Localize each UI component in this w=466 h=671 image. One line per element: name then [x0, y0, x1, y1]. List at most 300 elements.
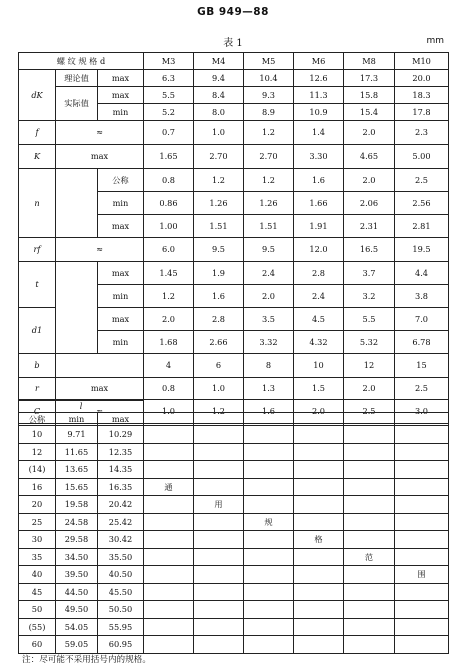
length-value: 60.95	[98, 636, 144, 654]
value-cell: 3.5	[244, 308, 294, 331]
spec-row	[19, 331, 449, 354]
cond-cell: ≈	[56, 238, 144, 262]
length-value: 10.29	[98, 426, 144, 444]
range-cell	[144, 583, 194, 601]
length-row	[19, 583, 449, 601]
range-cell	[144, 566, 194, 584]
range-cell	[395, 531, 449, 549]
range-cell	[294, 443, 344, 461]
value-cell: 6.0	[144, 238, 194, 262]
value-cell: 9.5	[244, 238, 294, 262]
value-cell: 7.0	[395, 308, 449, 331]
range-cell	[194, 426, 244, 444]
range-word: 用	[194, 496, 244, 514]
value-cell: 4	[144, 354, 194, 378]
size-header: M3	[144, 53, 194, 70]
footnote: 注：尽可能不采用括号内的规格。	[22, 655, 151, 665]
range-cell	[294, 513, 344, 531]
value-cell: 1.3	[244, 378, 294, 400]
size-header: M10	[395, 53, 449, 70]
range-cell	[144, 531, 194, 549]
value-cell: 20.0	[395, 70, 449, 87]
range-cell	[144, 426, 194, 444]
value-cell: 5.32	[344, 331, 395, 354]
value-cell: 1.9	[194, 262, 244, 285]
length-col-label: min	[56, 413, 98, 426]
length-value: 29.58	[56, 531, 98, 549]
length-label-row	[19, 413, 449, 426]
spacer-cell	[56, 262, 98, 285]
range-cell	[395, 426, 449, 444]
range-cell	[194, 531, 244, 549]
symbol-cell: rf	[19, 238, 56, 262]
range-cell	[244, 601, 294, 619]
value-cell: 0.7	[144, 121, 194, 145]
value-cell: 4.32	[294, 331, 344, 354]
range-cell	[244, 413, 294, 426]
value-cell: 2.8	[194, 308, 244, 331]
length-value: 35.50	[98, 548, 144, 566]
value-cell: 0.86	[144, 192, 194, 215]
dimension-table	[18, 52, 449, 424]
cond-cell: min	[98, 331, 144, 354]
range-cell	[194, 636, 244, 654]
range-cell	[294, 636, 344, 654]
length-value: 35	[19, 548, 56, 566]
range-cell	[344, 513, 395, 531]
length-value: 16	[19, 478, 56, 496]
value-cell: 19.5	[395, 238, 449, 262]
value-cell: 1.0	[144, 400, 194, 424]
range-cell	[244, 636, 294, 654]
value-cell: 1.68	[144, 331, 194, 354]
length-value: 15.65	[56, 478, 98, 496]
range-cell	[294, 548, 344, 566]
length-value: 49.50	[56, 601, 98, 619]
blank-cell	[294, 401, 344, 413]
thread-size-label: 螺 纹 规 格 d	[19, 53, 144, 70]
value-cell: 3.30	[294, 145, 344, 169]
length-value: 24.58	[56, 513, 98, 531]
value-cell: 2.0	[294, 400, 344, 424]
blank-cell	[244, 401, 294, 413]
value-cell: 12.0	[294, 238, 344, 262]
value-cell: 1.6	[194, 285, 244, 308]
range-cell	[294, 618, 344, 636]
standard-number: GB 949—88	[197, 6, 269, 18]
value-cell: 1.2	[144, 285, 194, 308]
size-header: M4	[194, 53, 244, 70]
value-cell: 4.65	[344, 145, 395, 169]
length-value: 45.50	[98, 583, 144, 601]
range-cell	[344, 566, 395, 584]
range-cell	[144, 443, 194, 461]
value-cell: 2.5	[344, 400, 395, 424]
length-symbol: l	[19, 401, 144, 413]
range-cell	[294, 583, 344, 601]
value-cell: 10.9	[294, 104, 344, 121]
value-cell: 15	[395, 354, 449, 378]
length-value: 30.42	[98, 531, 144, 549]
spec-row	[19, 354, 449, 378]
length-value: 11.65	[56, 443, 98, 461]
sub-label: 实际值	[56, 87, 98, 121]
range-cell	[294, 478, 344, 496]
value-cell: 1.91	[294, 215, 344, 238]
value-cell: 17.3	[344, 70, 395, 87]
cond-cell: min	[98, 285, 144, 308]
range-cell	[144, 496, 194, 514]
value-cell: 6.3	[144, 70, 194, 87]
cond-cell: max	[98, 70, 144, 87]
sub-label: 理论值	[56, 70, 98, 87]
value-cell: 8.9	[244, 104, 294, 121]
range-cell	[144, 548, 194, 566]
range-cell	[144, 601, 194, 619]
value-cell: 11.3	[294, 87, 344, 104]
blank-cell	[144, 401, 194, 413]
range-cell	[144, 461, 194, 479]
range-cell	[194, 461, 244, 479]
length-value: 39.50	[56, 566, 98, 584]
range-cell	[344, 583, 395, 601]
length-value: 12.35	[98, 443, 144, 461]
range-cell	[244, 426, 294, 444]
range-cell	[395, 601, 449, 619]
range-cell	[144, 618, 194, 636]
value-cell: 16.5	[344, 238, 395, 262]
range-word: 围	[395, 566, 449, 584]
header-row	[19, 53, 449, 70]
value-cell: 9.5	[194, 238, 244, 262]
length-row	[19, 636, 449, 654]
range-word: 格	[294, 531, 344, 549]
value-cell: 5.5	[144, 87, 194, 104]
range-cell	[395, 443, 449, 461]
length-row	[19, 548, 449, 566]
value-cell: 0.8	[144, 169, 194, 192]
value-cell: 1.51	[194, 215, 244, 238]
range-cell	[194, 548, 244, 566]
range-cell	[395, 478, 449, 496]
length-value: 25	[19, 513, 56, 531]
value-cell: 1.2	[244, 169, 294, 192]
symbol-cell: b	[19, 354, 56, 378]
cond-cell: min	[98, 192, 144, 215]
value-cell: 1.66	[294, 192, 344, 215]
range-cell	[344, 636, 395, 654]
spacer-cell	[56, 308, 98, 331]
value-cell: 2.0	[344, 169, 395, 192]
spec-row	[19, 192, 449, 215]
value-cell: 9.4	[194, 70, 244, 87]
symbol-cell: n	[19, 169, 56, 238]
range-cell	[194, 478, 244, 496]
range-cell	[395, 413, 449, 426]
cond-cell: max	[56, 145, 144, 169]
length-value: 60	[19, 636, 56, 654]
spec-row	[19, 215, 449, 238]
value-cell: 1.2	[244, 121, 294, 145]
length-value: 14.35	[98, 461, 144, 479]
length-row	[19, 531, 449, 549]
value-cell: 1.4	[294, 121, 344, 145]
length-value: 54.05	[56, 618, 98, 636]
value-cell: 2.0	[144, 308, 194, 331]
value-cell: 6	[194, 354, 244, 378]
length-row	[19, 566, 449, 584]
length-row	[19, 443, 449, 461]
range-cell	[194, 443, 244, 461]
value-cell: 2.31	[344, 215, 395, 238]
value-cell: 12	[344, 354, 395, 378]
length-value: 59.05	[56, 636, 98, 654]
cond-cell: max	[98, 87, 144, 104]
value-cell: 1.0	[194, 121, 244, 145]
spacer-cell	[56, 331, 98, 354]
value-cell: 2.70	[244, 145, 294, 169]
range-cell	[194, 413, 244, 426]
spec-row	[19, 378, 449, 400]
range-cell	[395, 513, 449, 531]
length-value: 30	[19, 531, 56, 549]
length-value: 50	[19, 601, 56, 619]
length-value: 45	[19, 583, 56, 601]
range-cell	[294, 566, 344, 584]
range-cell	[194, 513, 244, 531]
value-cell: 1.5	[294, 378, 344, 400]
value-cell: 8	[244, 354, 294, 378]
range-cell	[395, 496, 449, 514]
value-cell: 9.3	[244, 87, 294, 104]
length-value: 13.65	[56, 461, 98, 479]
length-value: 40.50	[98, 566, 144, 584]
length-col-label: 公称	[19, 413, 56, 426]
cond-cell: max	[98, 262, 144, 285]
cond-cell: ≈	[56, 121, 144, 145]
spacer-cell	[56, 285, 98, 308]
range-cell	[344, 478, 395, 496]
value-cell: 4.5	[294, 308, 344, 331]
value-cell: 2.70	[194, 145, 244, 169]
length-value: 50.50	[98, 601, 144, 619]
value-cell: 1.2	[194, 400, 244, 424]
value-cell: 3.32	[244, 331, 294, 354]
length-value: 20	[19, 496, 56, 514]
spec-row	[19, 87, 449, 104]
value-cell: 6.78	[395, 331, 449, 354]
symbol-cell: d1	[19, 308, 56, 354]
range-cell	[395, 583, 449, 601]
range-cell	[144, 513, 194, 531]
spec-row	[19, 169, 449, 192]
spec-row	[19, 262, 449, 285]
value-cell: 2.8	[294, 262, 344, 285]
length-value: 20.42	[98, 496, 144, 514]
cond-cell: ≈	[56, 400, 144, 424]
value-cell: 17.8	[395, 104, 449, 121]
length-value: (55)	[19, 618, 56, 636]
range-cell	[294, 413, 344, 426]
length-value: 9.71	[56, 426, 98, 444]
range-cell	[244, 548, 294, 566]
spec-row	[19, 308, 449, 331]
value-cell: 1.00	[144, 215, 194, 238]
range-cell	[244, 618, 294, 636]
range-cell	[144, 636, 194, 654]
symbol-cell: dK	[19, 70, 56, 121]
spacer-cell	[56, 215, 98, 238]
symbol-cell: f	[19, 121, 56, 145]
value-cell: 5.5	[344, 308, 395, 331]
value-cell: 4.4	[395, 262, 449, 285]
length-row	[19, 618, 449, 636]
value-cell: 2.66	[194, 331, 244, 354]
range-cell	[344, 618, 395, 636]
cond-cell: max	[98, 215, 144, 238]
value-cell: 5.00	[395, 145, 449, 169]
value-cell: 1.6	[294, 169, 344, 192]
size-header: M5	[244, 53, 294, 70]
value-cell: 2.0	[344, 121, 395, 145]
value-cell: 1.45	[144, 262, 194, 285]
value-cell: 1.65	[144, 145, 194, 169]
range-cell	[194, 566, 244, 584]
range-cell	[395, 618, 449, 636]
value-cell: 1.0	[194, 378, 244, 400]
length-col-label: max	[98, 413, 144, 426]
value-cell: 1.2	[194, 169, 244, 192]
length-value: 34.50	[56, 548, 98, 566]
range-cell	[194, 618, 244, 636]
value-cell: 1.51	[244, 215, 294, 238]
range-cell	[344, 426, 395, 444]
spec-row	[19, 121, 449, 145]
symbol-cell: r	[19, 378, 56, 400]
length-value: 16.35	[98, 478, 144, 496]
range-cell	[244, 461, 294, 479]
value-cell: 10.4	[244, 70, 294, 87]
value-cell: 18.3	[395, 87, 449, 104]
range-word: 通	[144, 478, 194, 496]
length-header-row	[19, 401, 449, 413]
value-cell: 2.4	[294, 285, 344, 308]
value-cell: 3.7	[344, 262, 395, 285]
value-cell: 3.2	[344, 285, 395, 308]
length-row	[19, 513, 449, 531]
table-caption: 表 1	[223, 38, 243, 49]
value-cell: 12.6	[294, 70, 344, 87]
length-value: 12	[19, 443, 56, 461]
range-cell	[395, 636, 449, 654]
size-header: M8	[344, 53, 395, 70]
range-cell	[395, 461, 449, 479]
blank-cell	[395, 401, 449, 413]
symbol-cell: C	[19, 400, 56, 424]
symbol-cell: t	[19, 262, 56, 308]
length-row	[19, 496, 449, 514]
value-cell: 1.26	[194, 192, 244, 215]
range-cell	[244, 583, 294, 601]
value-cell: 8.4	[194, 87, 244, 104]
value-cell: 2.4	[244, 262, 294, 285]
cond-cell: min	[98, 104, 144, 121]
range-cell	[395, 548, 449, 566]
length-value: 55.95	[98, 618, 144, 636]
size-header: M6	[294, 53, 344, 70]
range-cell	[244, 443, 294, 461]
spec-row	[19, 145, 449, 169]
value-cell: 2.5	[395, 169, 449, 192]
blank-cell	[194, 401, 244, 413]
range-cell	[344, 601, 395, 619]
length-row	[19, 478, 449, 496]
range-cell	[244, 531, 294, 549]
value-cell: 2.56	[395, 192, 449, 215]
range-cell	[344, 531, 395, 549]
cond-cell: max	[56, 378, 144, 400]
range-cell	[344, 443, 395, 461]
value-cell: 1.26	[244, 192, 294, 215]
value-cell: 15.8	[344, 87, 395, 104]
length-value: (14)	[19, 461, 56, 479]
range-cell	[144, 413, 194, 426]
length-value: 40	[19, 566, 56, 584]
spacer-cell	[56, 192, 98, 215]
value-cell: 10	[294, 354, 344, 378]
cond-cell	[56, 354, 144, 378]
length-value: 25.42	[98, 513, 144, 531]
range-cell	[244, 478, 294, 496]
spec-row	[19, 70, 449, 87]
value-cell: 0.8	[144, 378, 194, 400]
range-word: 范	[344, 548, 395, 566]
value-cell: 2.0	[244, 285, 294, 308]
range-cell	[294, 496, 344, 514]
range-cell	[294, 601, 344, 619]
range-cell	[244, 566, 294, 584]
cond-cell: max	[98, 308, 144, 331]
value-cell: 15.4	[344, 104, 395, 121]
range-cell	[194, 583, 244, 601]
range-cell	[344, 413, 395, 426]
length-row	[19, 461, 449, 479]
length-table	[18, 400, 449, 654]
range-cell	[194, 601, 244, 619]
value-cell: 3.8	[395, 285, 449, 308]
value-cell: 2.06	[344, 192, 395, 215]
cond-cell: 公称	[98, 169, 144, 192]
unit-label: mm	[426, 36, 444, 46]
length-value: 44.50	[56, 583, 98, 601]
value-cell: 2.5	[395, 378, 449, 400]
value-cell: 2.0	[344, 378, 395, 400]
value-cell: 5.2	[144, 104, 194, 121]
length-row	[19, 601, 449, 619]
length-value: 19.58	[56, 496, 98, 514]
blank-cell	[344, 401, 395, 413]
range-cell	[294, 461, 344, 479]
range-cell	[344, 461, 395, 479]
spacer-cell	[56, 169, 98, 192]
range-word: 规	[244, 513, 294, 531]
range-cell	[294, 426, 344, 444]
value-cell: 2.81	[395, 215, 449, 238]
value-cell: 1.6	[244, 400, 294, 424]
spec-row	[19, 238, 449, 262]
length-value: 10	[19, 426, 56, 444]
range-cell	[244, 496, 294, 514]
